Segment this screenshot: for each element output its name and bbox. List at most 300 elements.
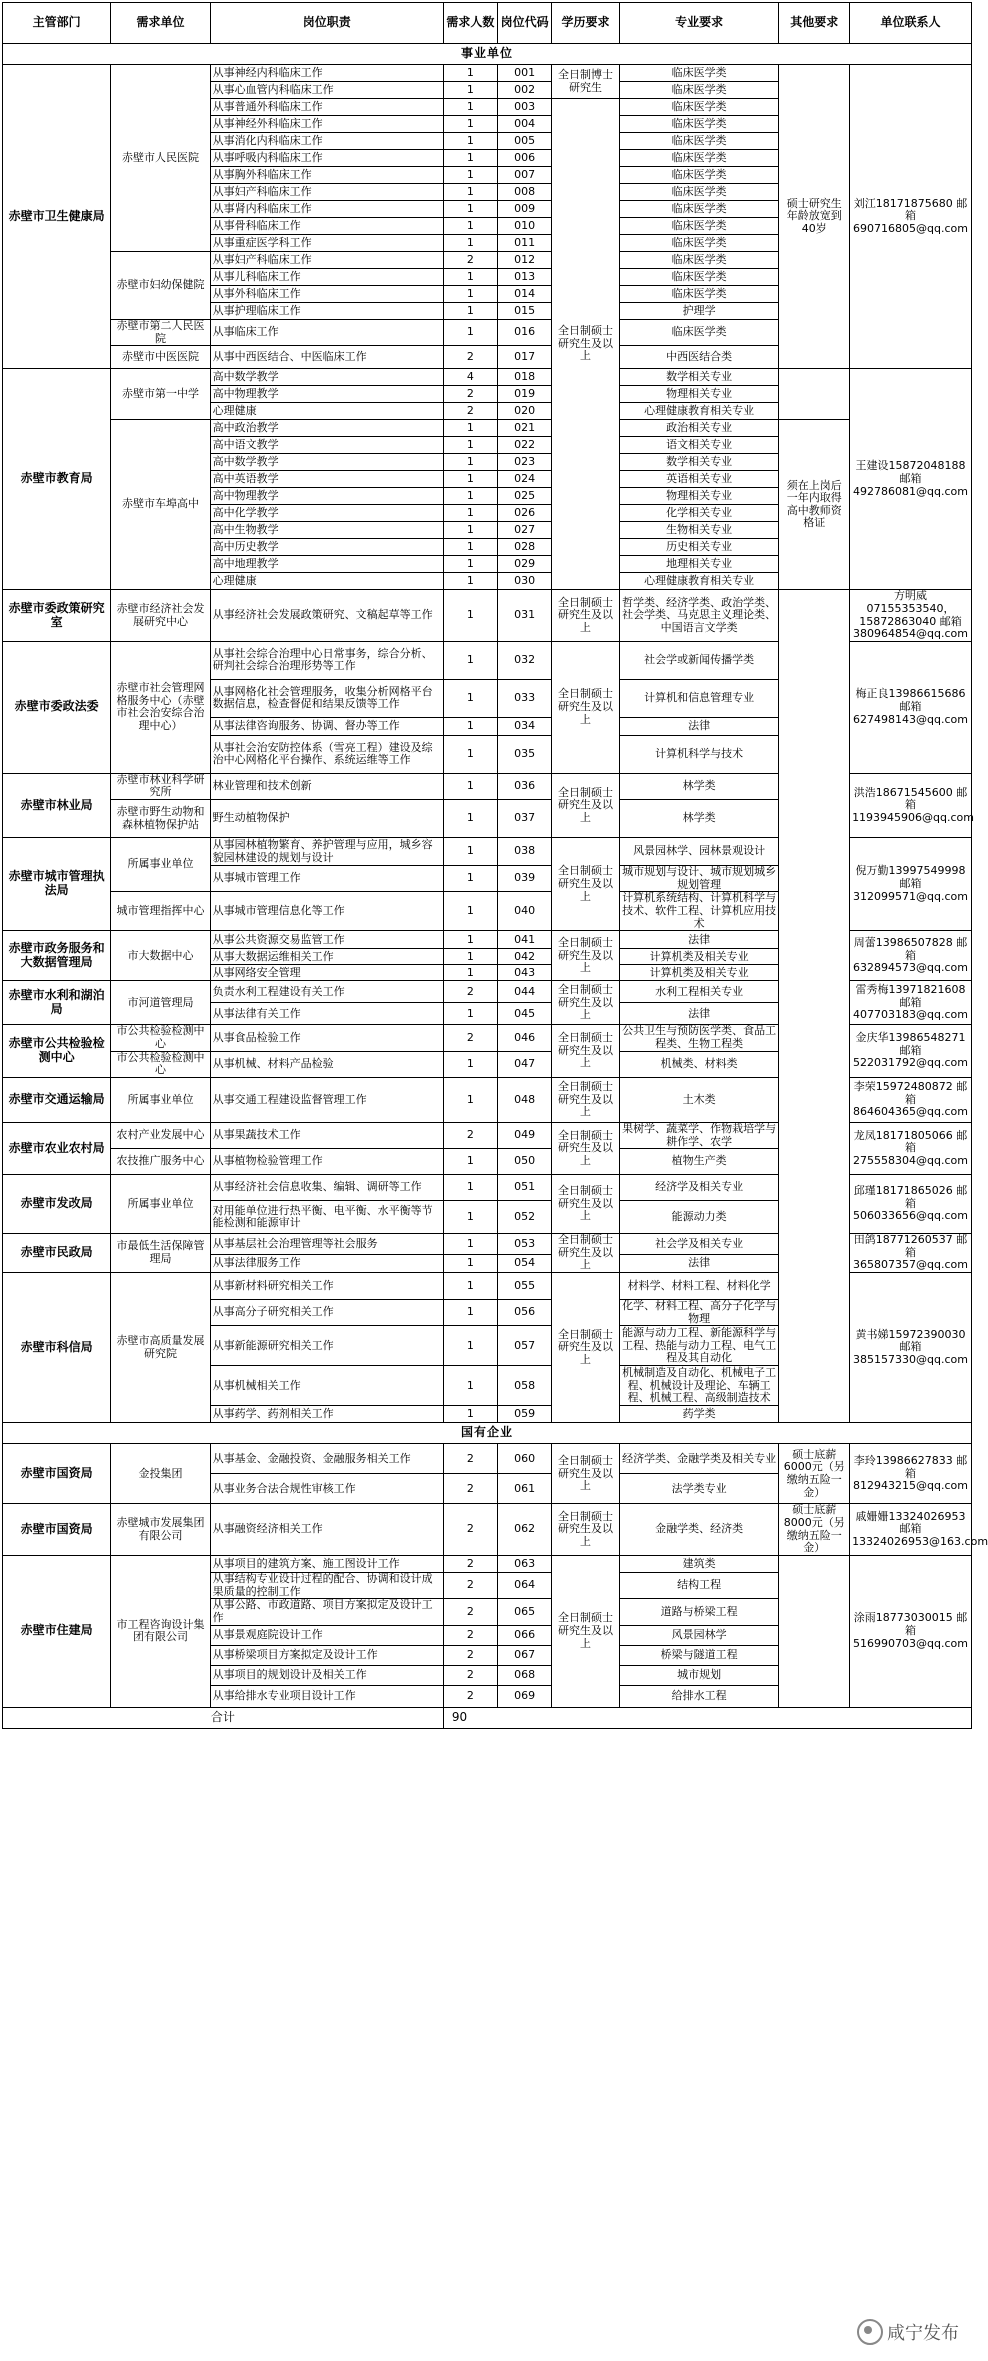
- major-cell: 临床医学类: [619, 218, 778, 235]
- major-cell: 药学类: [619, 1406, 778, 1423]
- edu-cell: 全日制硕士研究生及以上: [552, 1175, 620, 1234]
- dept-cell: 赤壁市水利和湖泊局: [3, 981, 111, 1025]
- code-cell: 011: [498, 235, 552, 252]
- dept-cell: 赤壁市民政局: [3, 1234, 111, 1273]
- edu-cell: 全日制硕士研究生及以上: [552, 1273, 620, 1423]
- major-cell: 政治相关专业: [619, 420, 778, 437]
- duty-cell: 从事消化内科临床工作: [210, 133, 443, 150]
- unit-cell: 市大数据中心: [111, 931, 210, 981]
- code-cell: 046: [498, 1025, 552, 1051]
- code-cell: 040: [498, 892, 552, 931]
- contact-cell: 雷秀梅13971821608 邮箱 407703183@qq.com: [850, 981, 972, 1025]
- count-cell: 2: [443, 403, 497, 420]
- code-cell: 039: [498, 866, 552, 892]
- count-cell: 1: [443, 184, 497, 201]
- major-cell: 生物相关专业: [619, 522, 778, 539]
- code-cell: 048: [498, 1077, 552, 1122]
- code-cell: 059: [498, 1406, 552, 1423]
- section-title: 国有企业: [3, 1423, 972, 1444]
- code-cell: 069: [498, 1685, 552, 1707]
- other-cell: [779, 369, 850, 420]
- code-cell: 022: [498, 437, 552, 454]
- count-cell: 1: [443, 1366, 497, 1406]
- contact-cell: 周蕾13986507828 邮箱 632894573@qq.com: [850, 931, 972, 981]
- other-cell: 须在上岗后一年内取得高中教师资格证: [779, 420, 850, 590]
- code-cell: 052: [498, 1201, 552, 1234]
- duty-cell: 从事大数据运维相关工作: [210, 949, 443, 965]
- contact-cell: 戚姗姗13324026953 邮箱 13324026953@163.com: [850, 1504, 972, 1556]
- table-row: [3, 1444, 972, 1474]
- dept-cell: 赤壁市城市管理执法局: [3, 838, 111, 931]
- code-cell: 003: [498, 99, 552, 116]
- major-cell: 临床医学类: [619, 286, 778, 303]
- major-cell: 社会学或新闻传播学类: [619, 641, 778, 679]
- code-cell: 068: [498, 1665, 552, 1685]
- major-cell: 临床医学类: [619, 235, 778, 252]
- major-cell: 能源与动力工程、新能源科学与工程、热能与动力工程、电气工程及其自动化: [619, 1326, 778, 1366]
- duty-cell: 从事项目的建筑方案、施工图设计工作: [210, 1555, 443, 1572]
- code-cell: 009: [498, 201, 552, 218]
- code-cell: 037: [498, 800, 552, 838]
- major-cell: 中西医结合类: [619, 346, 778, 369]
- count-cell: 1: [443, 1003, 497, 1025]
- count-cell: 1: [443, 437, 497, 454]
- count-cell: 1: [443, 1077, 497, 1122]
- contact-cell: 方明威07155353540，15872863040 邮箱 380964854@qq.com: [850, 590, 972, 642]
- duty-cell: 从事植物检验管理工作: [210, 1149, 443, 1175]
- code-cell: 051: [498, 1175, 552, 1201]
- unit-cell: 赤壁市中医医院: [111, 346, 210, 369]
- duty-cell: 负责水利工程建设有关工作: [210, 981, 443, 1003]
- code-cell: 004: [498, 116, 552, 133]
- unit-cell: 所属事业单位: [111, 1175, 210, 1234]
- duty-cell: 高中英语教学: [210, 471, 443, 488]
- major-cell: 法律: [619, 1003, 778, 1025]
- duty-cell: 从事骨科临床工作: [210, 218, 443, 235]
- unit-cell: 城市管理指挥中心: [111, 892, 210, 931]
- code-cell: 041: [498, 931, 552, 949]
- duty-cell: 从事高分子研究相关工作: [210, 1300, 443, 1326]
- major-cell: 法律: [619, 931, 778, 949]
- major-cell: 临床医学类: [619, 184, 778, 201]
- header-contact: 单位联系人: [850, 3, 972, 44]
- watermark: [853, 2317, 963, 2347]
- major-cell: 道路与桥梁工程: [619, 1599, 778, 1625]
- total-label: 合计: [3, 1707, 444, 1728]
- duty-cell: 从事神经外科临床工作: [210, 116, 443, 133]
- duty-cell: 从事呼吸内科临床工作: [210, 150, 443, 167]
- duty-cell: 从事经济社会发展政策研究、文稿起草等工作: [210, 590, 443, 642]
- count-cell: 1: [443, 269, 497, 286]
- duty-cell: 从事社会综合治理中心日常事务，综合分析、研判社会综合治理形势等工作: [210, 641, 443, 679]
- duty-cell: 高中政治教学: [210, 420, 443, 437]
- major-cell: 数学相关专业: [619, 454, 778, 471]
- duty-cell: 对用能单位进行热平衡、电平衡、水平衡等节能检测和能源审计: [210, 1201, 443, 1234]
- unit-cell: 农技推广服务中心: [111, 1149, 210, 1175]
- code-cell: 018: [498, 369, 552, 386]
- code-cell: 013: [498, 269, 552, 286]
- code-cell: 054: [498, 1254, 552, 1272]
- code-cell: 025: [498, 488, 552, 505]
- count-cell: 2: [443, 386, 497, 403]
- dept-cell: 赤壁市国资局: [3, 1504, 111, 1556]
- duty-cell: 从事景观庭院设计工作: [210, 1625, 443, 1645]
- duty-cell: 从事临床工作: [210, 320, 443, 346]
- count-cell: 1: [443, 717, 497, 735]
- recruitment-table: [2, 2, 988, 1729]
- code-cell: 062: [498, 1504, 552, 1556]
- section-title: 事业单位: [3, 44, 972, 65]
- edu-cell: 全日制硕士研究生及以上: [552, 981, 620, 1025]
- contact-cell: 金庆华13986548271 邮箱 522031792@qq.com: [850, 1025, 972, 1078]
- count-cell: 1: [443, 773, 497, 799]
- count-cell: 1: [443, 1300, 497, 1326]
- major-cell: 材料学、材料工程、材料化学: [619, 1273, 778, 1300]
- duty-cell: 高中历史教学: [210, 539, 443, 556]
- unit-cell: 市河道管理局: [111, 981, 210, 1025]
- count-cell: 2: [443, 1025, 497, 1051]
- major-cell: 临床医学类: [619, 252, 778, 269]
- code-cell: 024: [498, 471, 552, 488]
- other-cell: 硕士底薪8000元（另缴纳五险一金）: [779, 1504, 850, 1556]
- unit-cell: 赤壁市野生动物和森林植物保护站: [111, 800, 210, 838]
- major-cell: 临床医学类: [619, 116, 778, 133]
- major-cell: 临床医学类: [619, 320, 778, 346]
- major-cell: 城市规划与设计、城市规划城乡规划管理: [619, 866, 778, 892]
- duty-cell: 高中数学教学: [210, 454, 443, 471]
- dept-cell: 赤壁市教育局: [3, 369, 111, 590]
- code-cell: 017: [498, 346, 552, 369]
- duty-cell: 从事食品检验工作: [210, 1025, 443, 1051]
- unit-cell: 赤壁城市发展集团有限公司: [111, 1504, 210, 1556]
- duty-cell: 从事项目的规划设计及相关工作: [210, 1665, 443, 1685]
- dept-cell: 赤壁市发改局: [3, 1175, 111, 1234]
- major-cell: 地理相关专业: [619, 556, 778, 573]
- contact-cell: 刘江18171875680 邮箱 690716805@qq.com: [850, 65, 972, 369]
- duty-cell: 高中语文教学: [210, 437, 443, 454]
- major-cell: 临床医学类: [619, 99, 778, 116]
- code-cell: 019: [498, 386, 552, 403]
- duty-cell: 从事城市管理信息化等工作: [210, 892, 443, 931]
- count-cell: 1: [443, 471, 497, 488]
- major-cell: 计算机系统结构、计算机科学与技术、软件工程、计算机应用技术: [619, 892, 778, 931]
- recruitment-table-container: [2, 2, 988, 1729]
- duty-cell: 从事外科临床工作: [210, 286, 443, 303]
- count-cell: 1: [443, 1051, 497, 1077]
- table-row: [3, 1555, 972, 1572]
- major-cell: 果树学、蔬菜学、作物栽培学与耕作学、农学: [619, 1122, 778, 1148]
- duty-cell: 高中数学教学: [210, 369, 443, 386]
- dept-cell: 赤壁市交通运输局: [3, 1077, 111, 1122]
- major-cell: 护理学: [619, 303, 778, 320]
- count-cell: 1: [443, 641, 497, 679]
- count-cell: 1: [443, 838, 497, 866]
- header-code: 岗位代码: [498, 3, 552, 44]
- unit-cell: 赤壁市第一中学: [111, 369, 210, 420]
- count-cell: 1: [443, 116, 497, 133]
- duty-cell: 高中地理教学: [210, 556, 443, 573]
- major-cell: 城市规划: [619, 1665, 778, 1685]
- code-cell: 066: [498, 1625, 552, 1645]
- major-cell: 临床医学类: [619, 167, 778, 184]
- count-cell: 2: [443, 346, 497, 369]
- count-cell: 4: [443, 369, 497, 386]
- duty-cell: 从事法律服务工作: [210, 1254, 443, 1272]
- duty-cell: 野生动植物保护: [210, 800, 443, 838]
- dept-cell: 赤壁市政务服务和大数据管理局: [3, 931, 111, 981]
- major-cell: 临床医学类: [619, 133, 778, 150]
- code-cell: 049: [498, 1122, 552, 1148]
- count-cell: 1: [443, 320, 497, 346]
- header-unit: 需求单位: [111, 3, 210, 44]
- other-cell: [779, 590, 850, 1423]
- duty-cell: 从事中西医结合、中医临床工作: [210, 346, 443, 369]
- major-cell: 建筑类: [619, 1555, 778, 1572]
- count-cell: 2: [443, 1599, 497, 1625]
- count-cell: 1: [443, 800, 497, 838]
- count-cell: 1: [443, 866, 497, 892]
- count-cell: 1: [443, 539, 497, 556]
- code-cell: 014: [498, 286, 552, 303]
- edu-cell: 全日制硕士研究生及以上: [552, 1444, 620, 1504]
- major-cell: 给排水工程: [619, 1685, 778, 1707]
- count-cell: 1: [443, 1175, 497, 1201]
- count-cell: 1: [443, 303, 497, 320]
- count-cell: 2: [443, 1625, 497, 1645]
- count-cell: 1: [443, 522, 497, 539]
- count-cell: 1: [443, 420, 497, 437]
- dept-cell: 赤壁市科信局: [3, 1273, 111, 1423]
- duty-cell: 从事药学、药剂相关工作: [210, 1406, 443, 1423]
- edu-cell: 全日制硕士研究生及以上: [552, 1122, 620, 1174]
- major-cell: 计算机类及相关专业: [619, 949, 778, 965]
- count-cell: 2: [443, 981, 497, 1003]
- count-cell: 1: [443, 965, 497, 981]
- major-cell: 结构工程: [619, 1572, 778, 1598]
- code-cell: 007: [498, 167, 552, 184]
- contact-cell: 龙凤18171805066 邮箱 275558304@qq.com: [850, 1122, 972, 1174]
- count-cell: 1: [443, 1201, 497, 1234]
- code-cell: 028: [498, 539, 552, 556]
- section-row: [3, 44, 972, 65]
- major-cell: 计算机和信息管理专业: [619, 679, 778, 717]
- code-cell: 020: [498, 403, 552, 420]
- major-cell: 历史相关专业: [619, 539, 778, 556]
- header-other: 其他要求: [779, 3, 850, 44]
- dept-cell: 赤壁市国资局: [3, 1444, 111, 1504]
- code-cell: 056: [498, 1300, 552, 1326]
- code-cell: 012: [498, 252, 552, 269]
- unit-cell: 市公共检验检测中心: [111, 1025, 210, 1051]
- duty-cell: 从事园林植物繁育、养护管理与应用，城乡容貌园林建设的规划与设计: [210, 838, 443, 866]
- code-cell: 036: [498, 773, 552, 799]
- duty-cell: 从事法律有关工作: [210, 1003, 443, 1025]
- duty-cell: 高中物理教学: [210, 386, 443, 403]
- major-cell: 临床医学类: [619, 150, 778, 167]
- dept-cell: 赤壁市林业局: [3, 773, 111, 837]
- duty-cell: 心理健康: [210, 573, 443, 590]
- code-cell: 008: [498, 184, 552, 201]
- contact-cell: 黄书娣15972390030 邮箱 385157330@qq.com: [850, 1273, 972, 1423]
- duty-cell: 从事新材料研究相关工作: [210, 1273, 443, 1300]
- major-cell: 法律: [619, 717, 778, 735]
- code-cell: 060: [498, 1444, 552, 1474]
- duty-cell: 从事公共资源交易监管工作: [210, 931, 443, 949]
- major-cell: 计算机科学与技术: [619, 735, 778, 773]
- code-cell: 044: [498, 981, 552, 1003]
- dept-cell: 赤壁市委政法委: [3, 641, 111, 773]
- duty-cell: 从事基金、金融投资、金融服务相关工作: [210, 1444, 443, 1474]
- header-major: 专业要求: [619, 3, 778, 44]
- count-cell: 2: [443, 1665, 497, 1685]
- code-cell: 031: [498, 590, 552, 642]
- major-cell: 语文相关专业: [619, 437, 778, 454]
- major-cell: 化学、材料工程、高分子化学与物理: [619, 1300, 778, 1326]
- unit-cell: 市公共检验检测中心: [111, 1051, 210, 1077]
- duty-cell: 从事心血管内科临床工作: [210, 82, 443, 99]
- major-cell: 植物生产类: [619, 1149, 778, 1175]
- edu-cell: 全日制硕士研究生及以上: [552, 1025, 620, 1078]
- major-cell: 心理健康教育相关专业: [619, 403, 778, 420]
- duty-cell: 从事公路、市政道路、项目方案拟定及设计工作: [210, 1599, 443, 1625]
- code-cell: 053: [498, 1234, 552, 1255]
- count-cell: 1: [443, 82, 497, 99]
- major-cell: 临床医学类: [619, 201, 778, 218]
- duty-cell: 从事交通工程建设监督管理工作: [210, 1077, 443, 1122]
- count-cell: 1: [443, 590, 497, 642]
- table-row: [3, 420, 972, 437]
- dept-cell: 赤壁市委政策研究室: [3, 590, 111, 642]
- table-row: [3, 590, 972, 642]
- code-cell: 045: [498, 1003, 552, 1025]
- edu-cell: 全日制硕士研究生及以上: [552, 931, 620, 981]
- edu-cell: 全日制硕士研究生及以上: [552, 773, 620, 837]
- duty-cell: 从事网络安全管理: [210, 965, 443, 981]
- unit-cell: 赤壁市经济社会发展研究中心: [111, 590, 210, 642]
- code-cell: 026: [498, 505, 552, 522]
- code-cell: 034: [498, 717, 552, 735]
- header-edu: 学历要求: [552, 3, 620, 44]
- unit-cell: 市工程咨询设计集团有限公司: [111, 1555, 210, 1707]
- count-cell: 1: [443, 505, 497, 522]
- duty-cell: 从事儿科临床工作: [210, 269, 443, 286]
- duty-cell: 从事肾内科临床工作: [210, 201, 443, 218]
- count-cell: 2: [443, 1572, 497, 1598]
- major-cell: 经济学类、金融学类及相关专业: [619, 1444, 778, 1474]
- unit-cell: 赤壁市林业科学研究所: [111, 773, 210, 799]
- unit-cell: 赤壁市社会管理网格服务中心（赤壁市社会治安综合治理中心）: [111, 641, 210, 773]
- count-cell: 1: [443, 556, 497, 573]
- unit-cell: 金投集团: [111, 1444, 210, 1504]
- major-cell: 林学类: [619, 800, 778, 838]
- edu-cell: 全日制硕士研究生及以上: [552, 1555, 620, 1707]
- wechat-logo-icon: [857, 2319, 883, 2345]
- count-cell: 2: [443, 1504, 497, 1556]
- count-cell: 1: [443, 454, 497, 471]
- duty-cell: 从事融资经济相关工作: [210, 1504, 443, 1556]
- unit-cell: 赤壁市第二人民医院: [111, 320, 210, 346]
- header-row: [3, 3, 972, 44]
- count-cell: 1: [443, 488, 497, 505]
- duty-cell: 高中物理教学: [210, 488, 443, 505]
- edu-cell: 全日制博士研究生: [552, 65, 620, 99]
- contact-cell: 涂雨18773030015 邮箱 516990703@qq.com: [850, 1555, 972, 1707]
- count-cell: 1: [443, 949, 497, 965]
- count-cell: 1: [443, 573, 497, 590]
- duty-cell: 从事妇产科临床工作: [210, 184, 443, 201]
- duty-cell: 从事神经内科临床工作: [210, 65, 443, 82]
- major-cell: 物理相关专业: [619, 488, 778, 505]
- major-cell: 心理健康教育相关专业: [619, 573, 778, 590]
- count-cell: 1: [443, 1273, 497, 1300]
- count-cell: 1: [443, 133, 497, 150]
- count-cell: 2: [443, 1122, 497, 1148]
- duty-cell: 从事网格化社会管理服务，收集分析网格平台数据信息，检查督促和结果反馈等工作: [210, 679, 443, 717]
- code-cell: 005: [498, 133, 552, 150]
- duty-cell: 从事基层社会治理管理等社会服务: [210, 1234, 443, 1255]
- count-cell: 2: [443, 1685, 497, 1707]
- major-cell: 桥梁与隧道工程: [619, 1645, 778, 1665]
- count-cell: 1: [443, 931, 497, 949]
- dept-cell: 赤壁市住建局: [3, 1555, 111, 1707]
- major-cell: 社会学及相关专业: [619, 1234, 778, 1255]
- duty-cell: 高中生物教学: [210, 522, 443, 539]
- major-cell: 机械制造及自动化、机械电子工程、机械设计及理论、车辆工程、机械工程、高级制造技术: [619, 1366, 778, 1406]
- duty-cell: 从事重症医学科工作: [210, 235, 443, 252]
- other-cell: [779, 1555, 850, 1707]
- code-cell: 033: [498, 679, 552, 717]
- major-cell: 化学相关专业: [619, 505, 778, 522]
- count-cell: 2: [443, 252, 497, 269]
- edu-cell: 全日制硕士研究生及以上: [552, 1077, 620, 1122]
- count-cell: 1: [443, 679, 497, 717]
- unit-cell: 所属事业单位: [111, 838, 210, 892]
- unit-cell: 赤壁市车埠高中: [111, 420, 210, 590]
- dept-cell: 赤壁市公共检验检测中心: [3, 1025, 111, 1078]
- count-cell: 1: [443, 1234, 497, 1255]
- code-cell: 032: [498, 641, 552, 679]
- major-cell: 风景园林学、园林景观设计: [619, 838, 778, 866]
- contact-cell: 田鸽18771260537 邮箱 365807357@qq.com: [850, 1234, 972, 1273]
- code-cell: 058: [498, 1366, 552, 1406]
- count-cell: 2: [443, 1474, 497, 1504]
- major-cell: 法学类专业: [619, 1474, 778, 1504]
- contact-cell: 王建设15872048188 邮箱 492786081@qq.com: [850, 369, 972, 590]
- major-cell: 临床医学类: [619, 65, 778, 82]
- total-row: [3, 1707, 972, 1728]
- major-cell: 土木类: [619, 1077, 778, 1122]
- code-cell: 050: [498, 1149, 552, 1175]
- code-cell: 055: [498, 1273, 552, 1300]
- duty-cell: 从事普通外科临床工作: [210, 99, 443, 116]
- edu-cell: 全日制硕士研究生及以上: [552, 1504, 620, 1556]
- code-cell: 001: [498, 65, 552, 82]
- unit-cell: 赤壁市妇幼保健院: [111, 252, 210, 320]
- section-row: [3, 1423, 972, 1444]
- code-cell: 061: [498, 1474, 552, 1504]
- watermark-text: 咸宁发布: [887, 2323, 959, 2344]
- count-cell: 1: [443, 218, 497, 235]
- major-cell: 林学类: [619, 773, 778, 799]
- edu-cell: 全日制硕士研究生及以上: [552, 99, 620, 590]
- code-cell: 042: [498, 949, 552, 965]
- major-cell: 能源动力类: [619, 1201, 778, 1234]
- code-cell: 023: [498, 454, 552, 471]
- count-cell: 1: [443, 167, 497, 184]
- count-cell: 2: [443, 1645, 497, 1665]
- duty-cell: 从事社会治安防控体系（雪亮工程）建设及综治中心网格化平台操作、系统运维等工作: [210, 735, 443, 773]
- contact-cell: 邱瑾18171865026 邮箱 506033656@qq.com: [850, 1175, 972, 1234]
